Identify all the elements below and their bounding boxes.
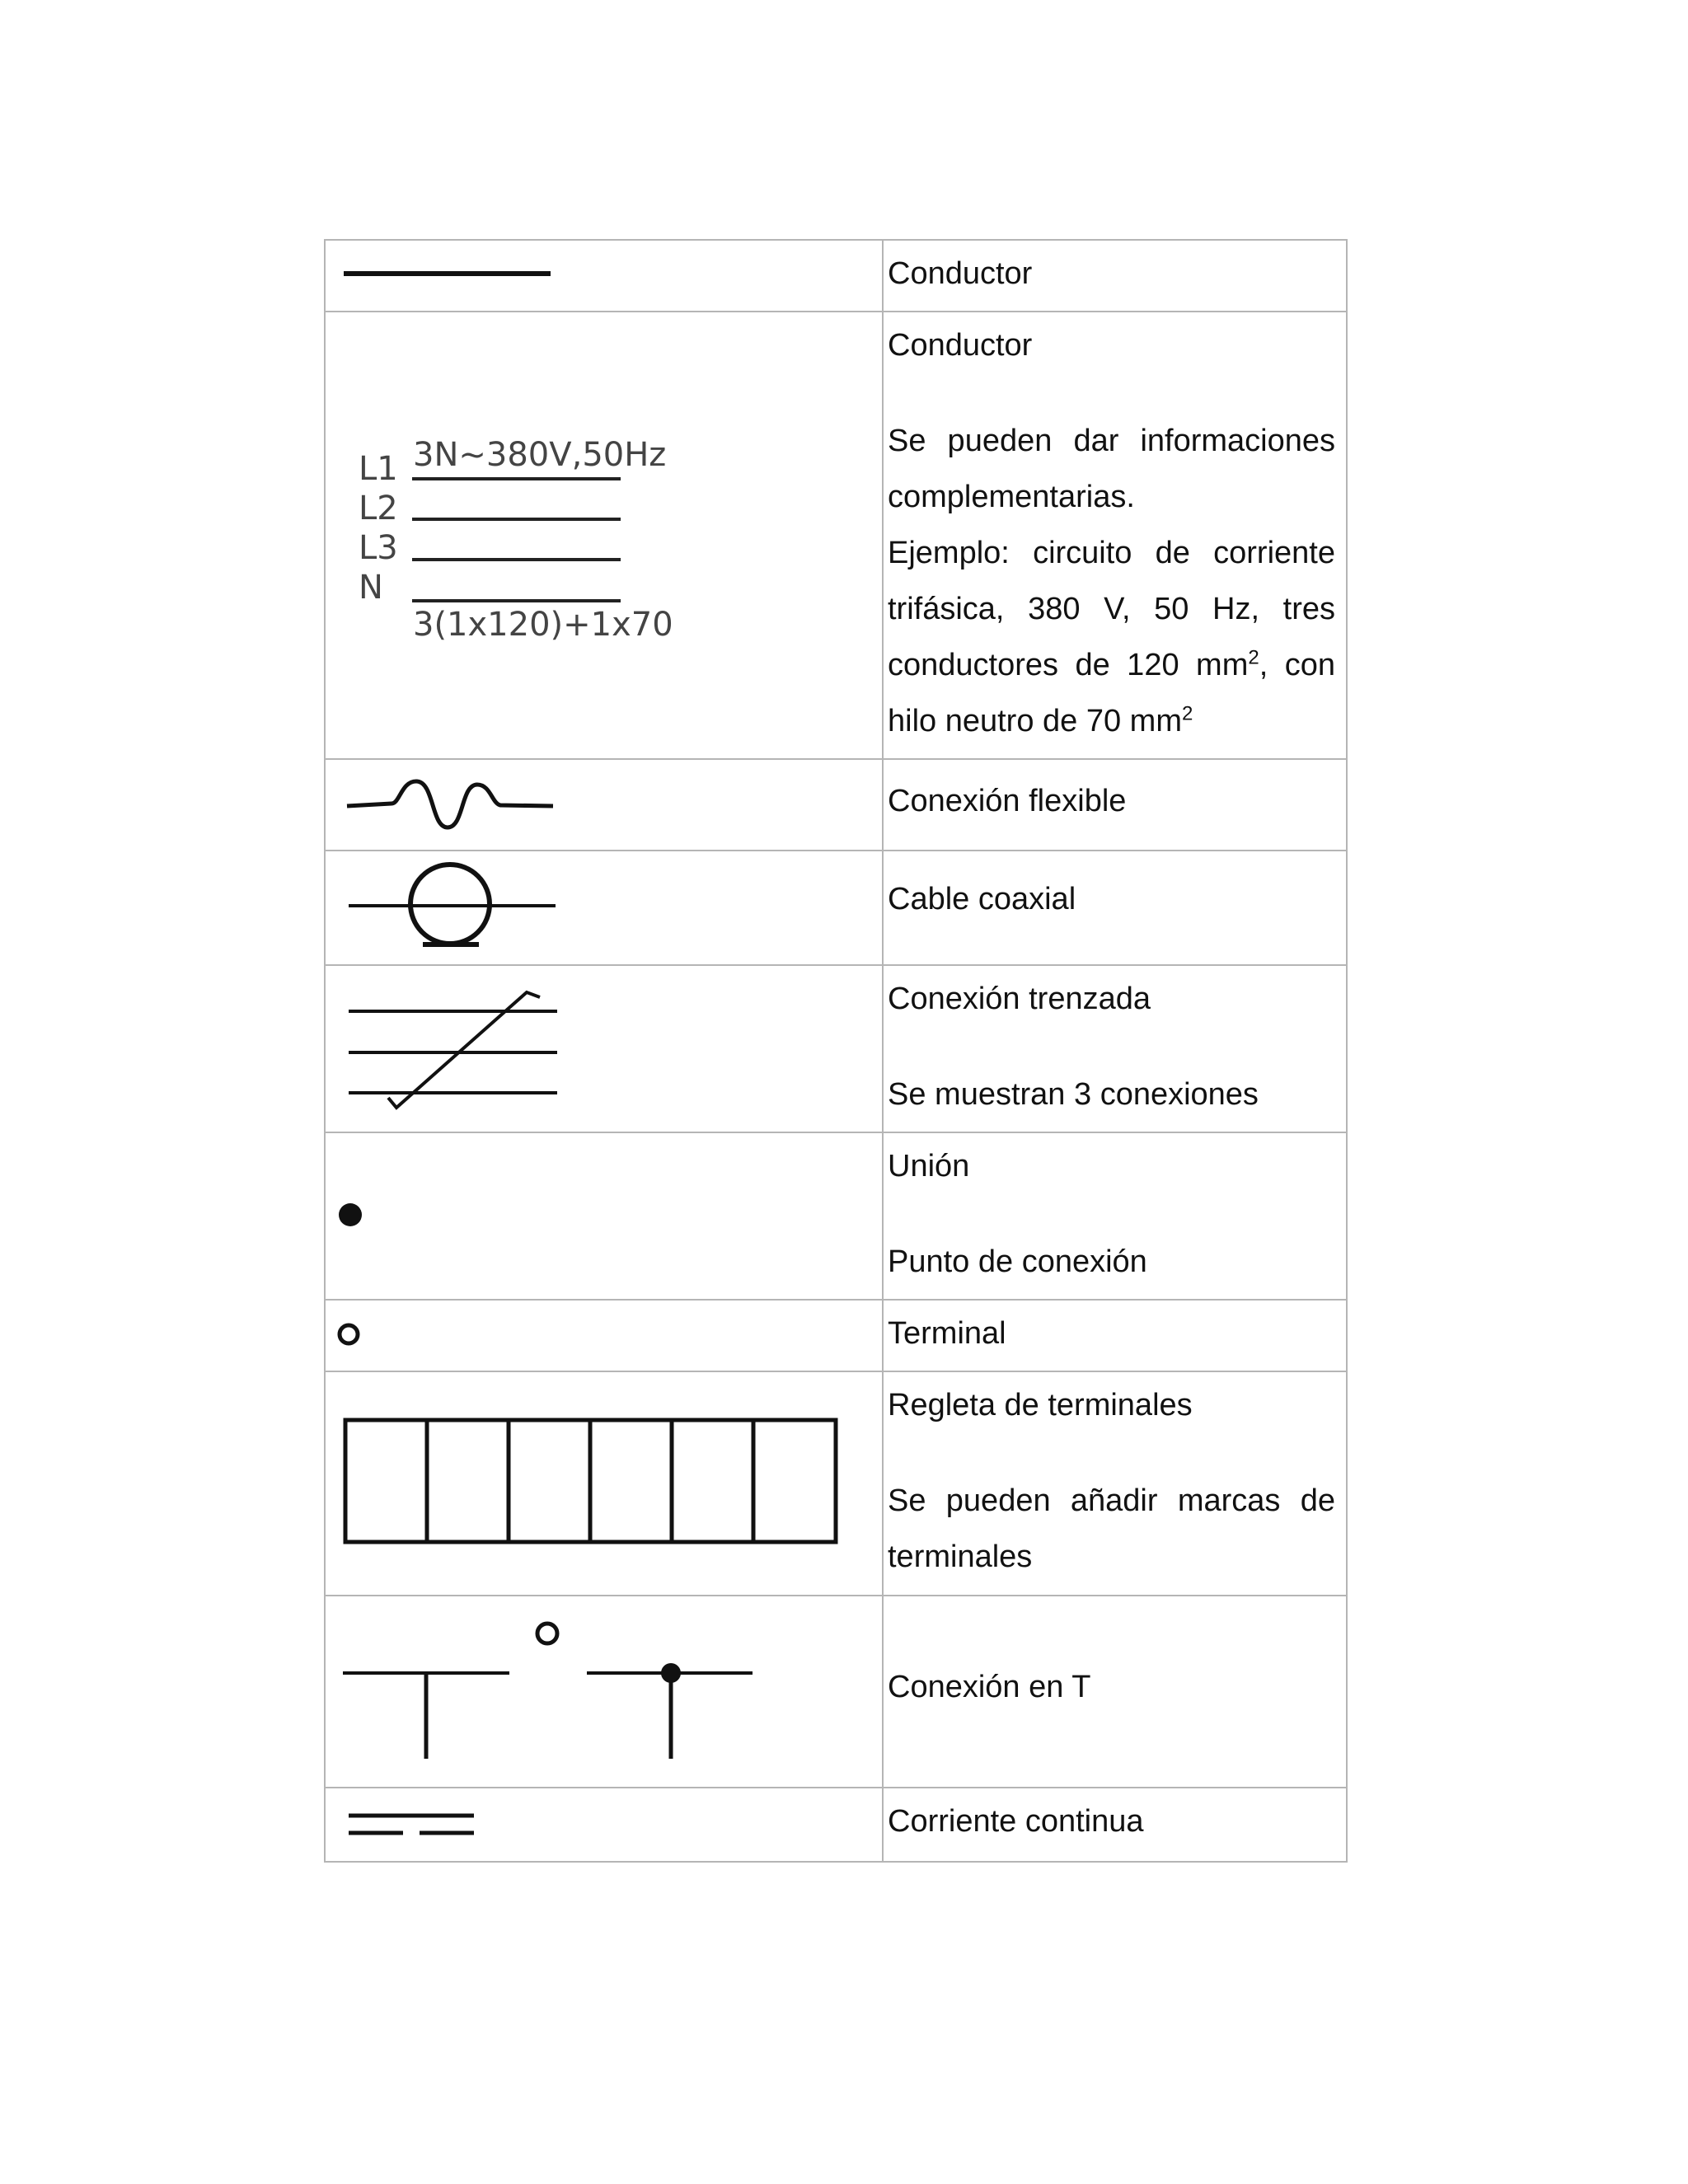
- row-title: Cable coaxial: [888, 882, 1076, 916]
- single-line-conductor-icon: [324, 241, 882, 312]
- description-cell: [888, 1138, 1335, 1290]
- row-example: Ejemplo: circuito de corriente trifásica, 380 V, 50 Hz, tres conductores de 120 $mm^2$, con hilo neutro de 70 $mm^2$: [888, 536, 1335, 738]
- row-title: Regleta de terminales: [888, 1388, 1193, 1422]
- terminal-circle-icon: [324, 1301, 882, 1372]
- row-title: Conexión en T: [888, 1670, 1091, 1704]
- multi-line-conductor-icon: [324, 312, 882, 760]
- symbol-cell: [324, 1133, 882, 1299]
- row-title: Conexión flexible: [888, 784, 1127, 818]
- symbol-cell: [324, 1596, 882, 1787]
- spec-bottom-label: 3(1x120)+1x70: [413, 606, 673, 644]
- junction-dot-icon: [324, 1133, 882, 1301]
- table-row: [324, 1132, 1348, 1299]
- table-row: [324, 1595, 1348, 1787]
- symbol-cell: [324, 760, 882, 850]
- row-description: Se pueden dar informaciones complementarias.: [888, 424, 1335, 514]
- symbol-cell: [324, 1788, 882, 1861]
- symbol-cell: [324, 966, 882, 1132]
- row-title: Conductor: [888, 256, 1033, 291]
- description-cell: [888, 1377, 1335, 1585]
- row-title: Corriente continua: [888, 1804, 1144, 1839]
- spec-top-label: 3N~380V,50Hz: [413, 436, 667, 474]
- phase-l1-label: L1: [359, 450, 398, 488]
- symbol-cell: [324, 851, 882, 964]
- table-row: [324, 1787, 1348, 1863]
- phase-l3-label: L3: [359, 529, 398, 567]
- description-cell: [888, 1659, 1335, 1715]
- t-connection-icon: [324, 1596, 882, 1788]
- description-cell: [888, 773, 1335, 829]
- row-note: Se pueden añadir marcas de terminales: [888, 1483, 1335, 1574]
- table-row: [324, 1371, 1348, 1595]
- description-cell: [888, 317, 1335, 749]
- symbol-cell: [324, 241, 882, 311]
- row-note: Punto de conexión: [888, 1244, 1147, 1279]
- description-cell: [888, 871, 1335, 927]
- direct-current-icon: [324, 1788, 882, 1864]
- flexible-connection-icon: [324, 760, 882, 851]
- coaxial-cable-icon: [324, 851, 882, 966]
- neutral-label: N: [359, 569, 383, 607]
- symbol-cell: [324, 1372, 882, 1595]
- description-cell: [888, 1793, 1335, 1849]
- description-cell: [888, 971, 1335, 1122]
- twisted-connection-icon: [324, 966, 882, 1133]
- terminal-strip-icon: [324, 1372, 882, 1596]
- table-row: [324, 1299, 1348, 1371]
- symbol-cell: [324, 1301, 882, 1371]
- symbol-cell: [324, 312, 882, 758]
- row-title: Conexión trenzada: [888, 982, 1151, 1016]
- description-cell: [888, 1305, 1335, 1361]
- description-cell: [888, 246, 1335, 302]
- table-row: [324, 239, 1348, 311]
- row-note: Se muestran 3 conexiones: [888, 1077, 1259, 1112]
- table-row: [324, 964, 1348, 1132]
- table-row: [324, 311, 1348, 758]
- phase-l2-label: L2: [359, 490, 398, 527]
- table-row: [324, 758, 1348, 850]
- row-title: Unión: [888, 1149, 970, 1183]
- table-row: [324, 850, 1348, 964]
- row-title: Conductor: [888, 328, 1033, 363]
- column-divider: [882, 239, 884, 1863]
- row-title: Terminal: [888, 1316, 1006, 1351]
